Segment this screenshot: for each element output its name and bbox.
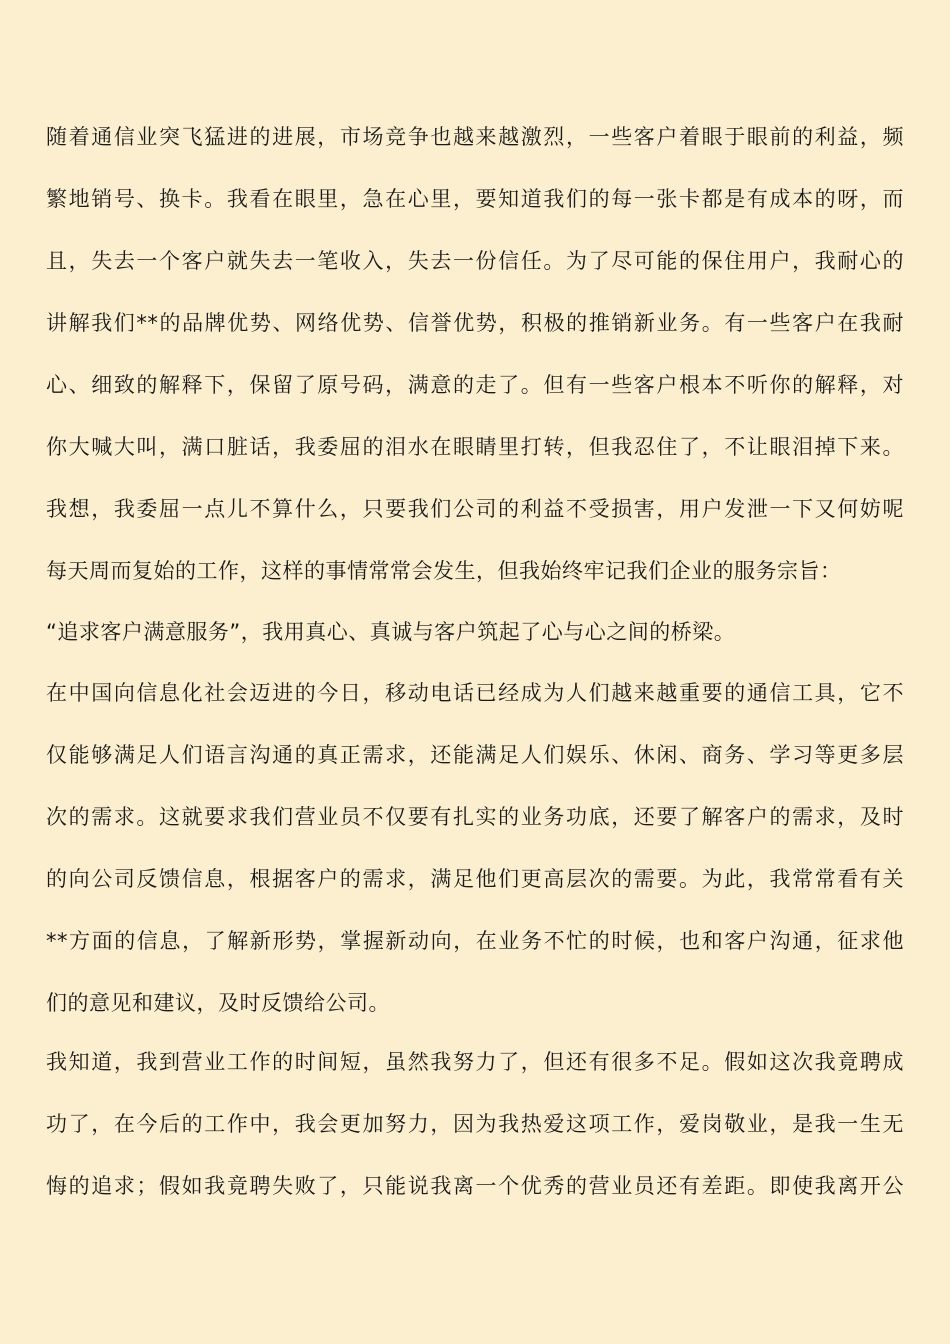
text-line: 我知道，我到营业工作的时间短，虽然我努力了，但还有很多不足。假如这次我竟聘成 [46,1050,904,1074]
text-line: 每天周而复始的工作，这样的事情常常会发生，但我始终牢记我们企业的服务宗旨： [46,559,842,583]
text-line: “追求客户满意服务”，我用真心、真诚与客户筑起了心与心之间的桥梁。 [46,620,736,644]
text-line: 在中国向信息化社会迈进的今日，移动电话已经成为人们越来越重要的通信工具，它不 [46,681,904,705]
text-line: 我想，我委屈一点儿不算什么，只要我们公司的利益不受损害，用户发泄一下又何妨呢 [46,497,904,521]
text-line: 讲解我们**的品牌优势、网络优势、信誉优势，积极的推销新业务。有一些客户在我耐 [46,311,904,335]
text-line: 次的需求。这就要求我们营业员不仅要有扎实的业务功底，还要了解客户的需求，及时 [46,805,904,829]
text-line: 仅能够满足人们语言沟通的真正需求，还能满足人们娱乐、休闲、商务、学习等更多层 [46,743,904,767]
text-line: 们的意见和建议，及时反馈给公司。 [46,991,390,1015]
text-line: 随着通信业突飞猛进的进展，市场竞争也越来越激烈，一些客户着眼于眼前的利益，频 [46,125,904,149]
text-line: 且，失去一个客户就失去一笔收入，失去一份信任。为了尽可能的保住用户，我耐心的 [46,249,904,273]
text-line: 繁地销号、换卡。我看在眼里，急在心里，要知道我们的每一张卡都是有成本的呀，而 [46,187,904,211]
text-line: 功了，在今后的工作中，我会更加努力，因为我热爱这项工作，爱岗敬业，是我一生无 [46,1112,904,1136]
text-line: **方面的信息，了解新形势，掌握新动向，在业务不忙的时候，也和客户沟通，征求他 [46,929,904,953]
text-line: 心、细致的解释下，保留了原号码，满意的走了。但有一些客户根本不听你的解释，对 [46,373,904,397]
text-line: 的向公司反馈信息，根据客户的需求，满足他们更高层次的需要。为此，我常常看有关 [46,867,904,891]
text-line: 悔的追求；假如我竟聘失败了，只能说我离一个优秀的营业员还有差距。即使我离开公 [46,1174,904,1198]
text-line: 你大喊大叫，满口脏话，我委屈的泪水在眼睛里打转，但我忍住了，不让眼泪掉下来。 [46,435,904,459]
